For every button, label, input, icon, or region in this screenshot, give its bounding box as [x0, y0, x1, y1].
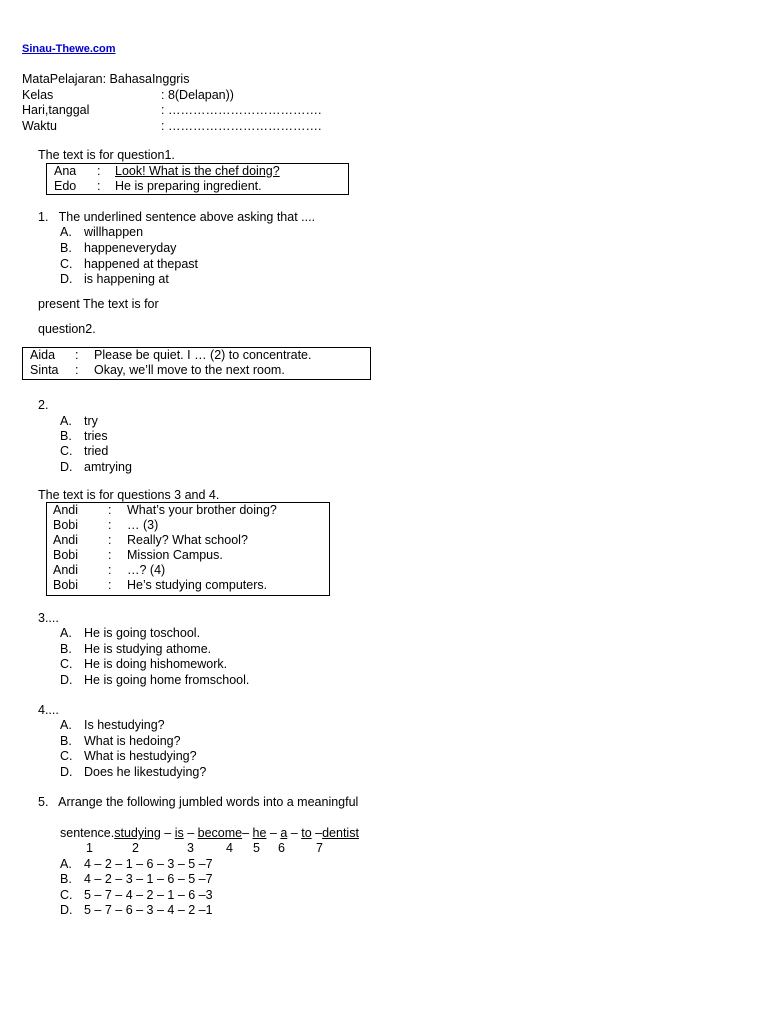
- dialog-speaker: Bobi: [53, 548, 79, 562]
- jumbled-word: dentist: [322, 826, 359, 840]
- dialog-colon: :: [97, 164, 101, 178]
- q3-number: 3....: [38, 611, 59, 625]
- jumbled-word: studying: [114, 826, 161, 840]
- jumbled-word: he: [252, 826, 267, 840]
- dialog-colon: :: [108, 503, 112, 517]
- word-number: 6: [278, 841, 285, 855]
- site-link[interactable]: Sinau-Thewe.com: [22, 43, 116, 55]
- dialog-colon: :: [108, 563, 112, 577]
- q2-intro-2: question2.: [38, 322, 96, 336]
- option-text: He is going home fromschool.: [84, 673, 250, 687]
- option-letter: A.: [60, 718, 72, 732]
- dialog-line: He is preparing ingredient.: [115, 179, 262, 193]
- kelas-value: : 8(Delapan)): [161, 88, 234, 102]
- option-letter: B.: [60, 734, 72, 748]
- option-text: tried: [84, 444, 109, 458]
- dialog-speaker: Aida: [30, 348, 56, 362]
- dialog-colon: :: [108, 533, 112, 547]
- word-separator: –: [160, 826, 175, 840]
- option-text: Does he likestudying?: [84, 765, 207, 779]
- option-letter: B.: [60, 429, 72, 443]
- option-letter: A.: [60, 414, 72, 428]
- dialog-line: …? (4): [127, 563, 166, 577]
- word-separator: –: [266, 826, 281, 840]
- dialog-speaker: Andi: [53, 533, 79, 547]
- dialog-line: … (3): [127, 518, 159, 532]
- option-letter: D.: [60, 673, 73, 687]
- q2-intro-1: present The text is for: [38, 297, 159, 311]
- dialog-speaker: Sinta: [30, 363, 59, 377]
- jumbled-word: to: [301, 826, 312, 840]
- subject-line: MataPelajaran: BahasaInggris: [22, 72, 190, 86]
- option-text: 4 – 2 – 3 – 1 – 6 – 5 –7: [84, 872, 213, 886]
- option-text: is happening at: [84, 272, 169, 286]
- option-letter: B.: [60, 642, 72, 656]
- dialog-speaker: Andi: [53, 503, 79, 517]
- dialog-colon: :: [97, 179, 101, 193]
- dialog-speaker: Andi: [53, 563, 79, 577]
- hari-label: Hari,tanggal: [22, 103, 90, 117]
- option-letter: B.: [60, 872, 72, 886]
- jumbled-word: is: [174, 826, 184, 840]
- option-text: happeneveryday: [84, 241, 177, 255]
- option-letter: C.: [60, 444, 73, 458]
- dialog-line: Okay, we’ll move to the next room.: [94, 363, 285, 377]
- option-text: try: [84, 414, 98, 428]
- q5-question: 5. Arrange the following jumbled words into a meaningful: [38, 795, 359, 809]
- word-separator: –: [287, 826, 302, 840]
- option-text: 5 – 7 – 6 – 3 – 4 – 2 –1: [84, 903, 213, 917]
- dialog-speaker: Edo: [54, 179, 77, 193]
- option-letter: C.: [60, 888, 73, 902]
- word-number: 2: [132, 841, 139, 855]
- option-text: Is hestudying?: [84, 718, 165, 732]
- option-text: He is doing hishomework.: [84, 657, 228, 671]
- word-separator: –: [242, 826, 253, 840]
- word-number: 7: [316, 841, 323, 855]
- word-separator: –: [311, 826, 323, 840]
- hari-value: : ……………………………….: [161, 103, 322, 117]
- q1-intro: The text is for question1.: [38, 148, 175, 162]
- q1-dialog-box: [46, 163, 349, 195]
- option-text: What is hestudying?: [84, 749, 197, 763]
- q34-dialog-box: [46, 502, 330, 596]
- q34-intro: The text is for questions 3 and 4.: [38, 488, 220, 502]
- option-text: tries: [84, 429, 108, 443]
- jumbled-word: become: [197, 826, 243, 840]
- dialog-colon: :: [108, 548, 112, 562]
- option-letter: D.: [60, 765, 73, 779]
- q1-question: 1. The underlined sentence above asking that ....: [38, 210, 316, 224]
- option-letter: C.: [60, 257, 73, 271]
- option-letter: A.: [60, 225, 72, 239]
- option-text: What is hedoing?: [84, 734, 181, 748]
- word-number: 4: [226, 841, 233, 855]
- waktu-label: Waktu: [22, 119, 57, 133]
- option-text: amtrying: [84, 460, 132, 474]
- option-text: He is going toschool.: [84, 626, 201, 640]
- jumbled-word: a: [280, 826, 288, 840]
- option-letter: D.: [60, 460, 73, 474]
- option-text: willhappen: [84, 225, 144, 239]
- dialog-speaker: Bobi: [53, 578, 79, 592]
- option-letter: A.: [60, 626, 72, 640]
- dialog-line: What’s your brother doing?: [127, 503, 277, 517]
- q2-number: 2.: [38, 398, 49, 412]
- option-letter: A.: [60, 857, 72, 871]
- dialog-speaker: Bobi: [53, 518, 79, 532]
- option-text: 4 – 2 – 1 – 6 – 3 – 5 –7: [84, 857, 213, 871]
- option-letter: D.: [60, 272, 73, 286]
- option-letter: B.: [60, 241, 72, 255]
- dialog-line: He’s studying computers.: [127, 578, 268, 592]
- dialog-speaker: Ana: [54, 164, 77, 178]
- q2-dialog-box: [22, 347, 371, 380]
- option-text: 5 – 7 – 4 – 2 – 1 – 6 –3: [84, 888, 213, 902]
- dialog-line: Please be quiet. I … (2) to concentrate.: [94, 348, 312, 362]
- option-text: He is studying athome.: [84, 642, 212, 656]
- word-number: 3: [187, 841, 194, 855]
- dialog-colon: :: [108, 578, 112, 592]
- option-letter: C.: [60, 657, 73, 671]
- option-text: happened at thepast: [84, 257, 198, 271]
- sentence-prefix: sentence.: [60, 826, 115, 840]
- option-letter: C.: [60, 749, 73, 763]
- dialog-line: Really? What school?: [127, 533, 248, 547]
- q4-number: 4....: [38, 703, 59, 717]
- dialog-colon: :: [108, 518, 112, 532]
- word-number: 1: [86, 841, 93, 855]
- jumbled-sentence: [60, 826, 359, 841]
- word-separator: –: [183, 826, 198, 840]
- kelas-label: Kelas: [22, 88, 54, 102]
- waktu-value: : ……………………………….: [161, 119, 322, 133]
- dialog-line: Mission Campus.: [127, 548, 223, 562]
- dialog-colon: :: [75, 363, 79, 377]
- dialog-colon: :: [75, 348, 79, 362]
- word-number: 5: [253, 841, 260, 855]
- underlined-sentence: Look! What is the chef doing?: [115, 164, 280, 178]
- option-letter: D.: [60, 903, 73, 917]
